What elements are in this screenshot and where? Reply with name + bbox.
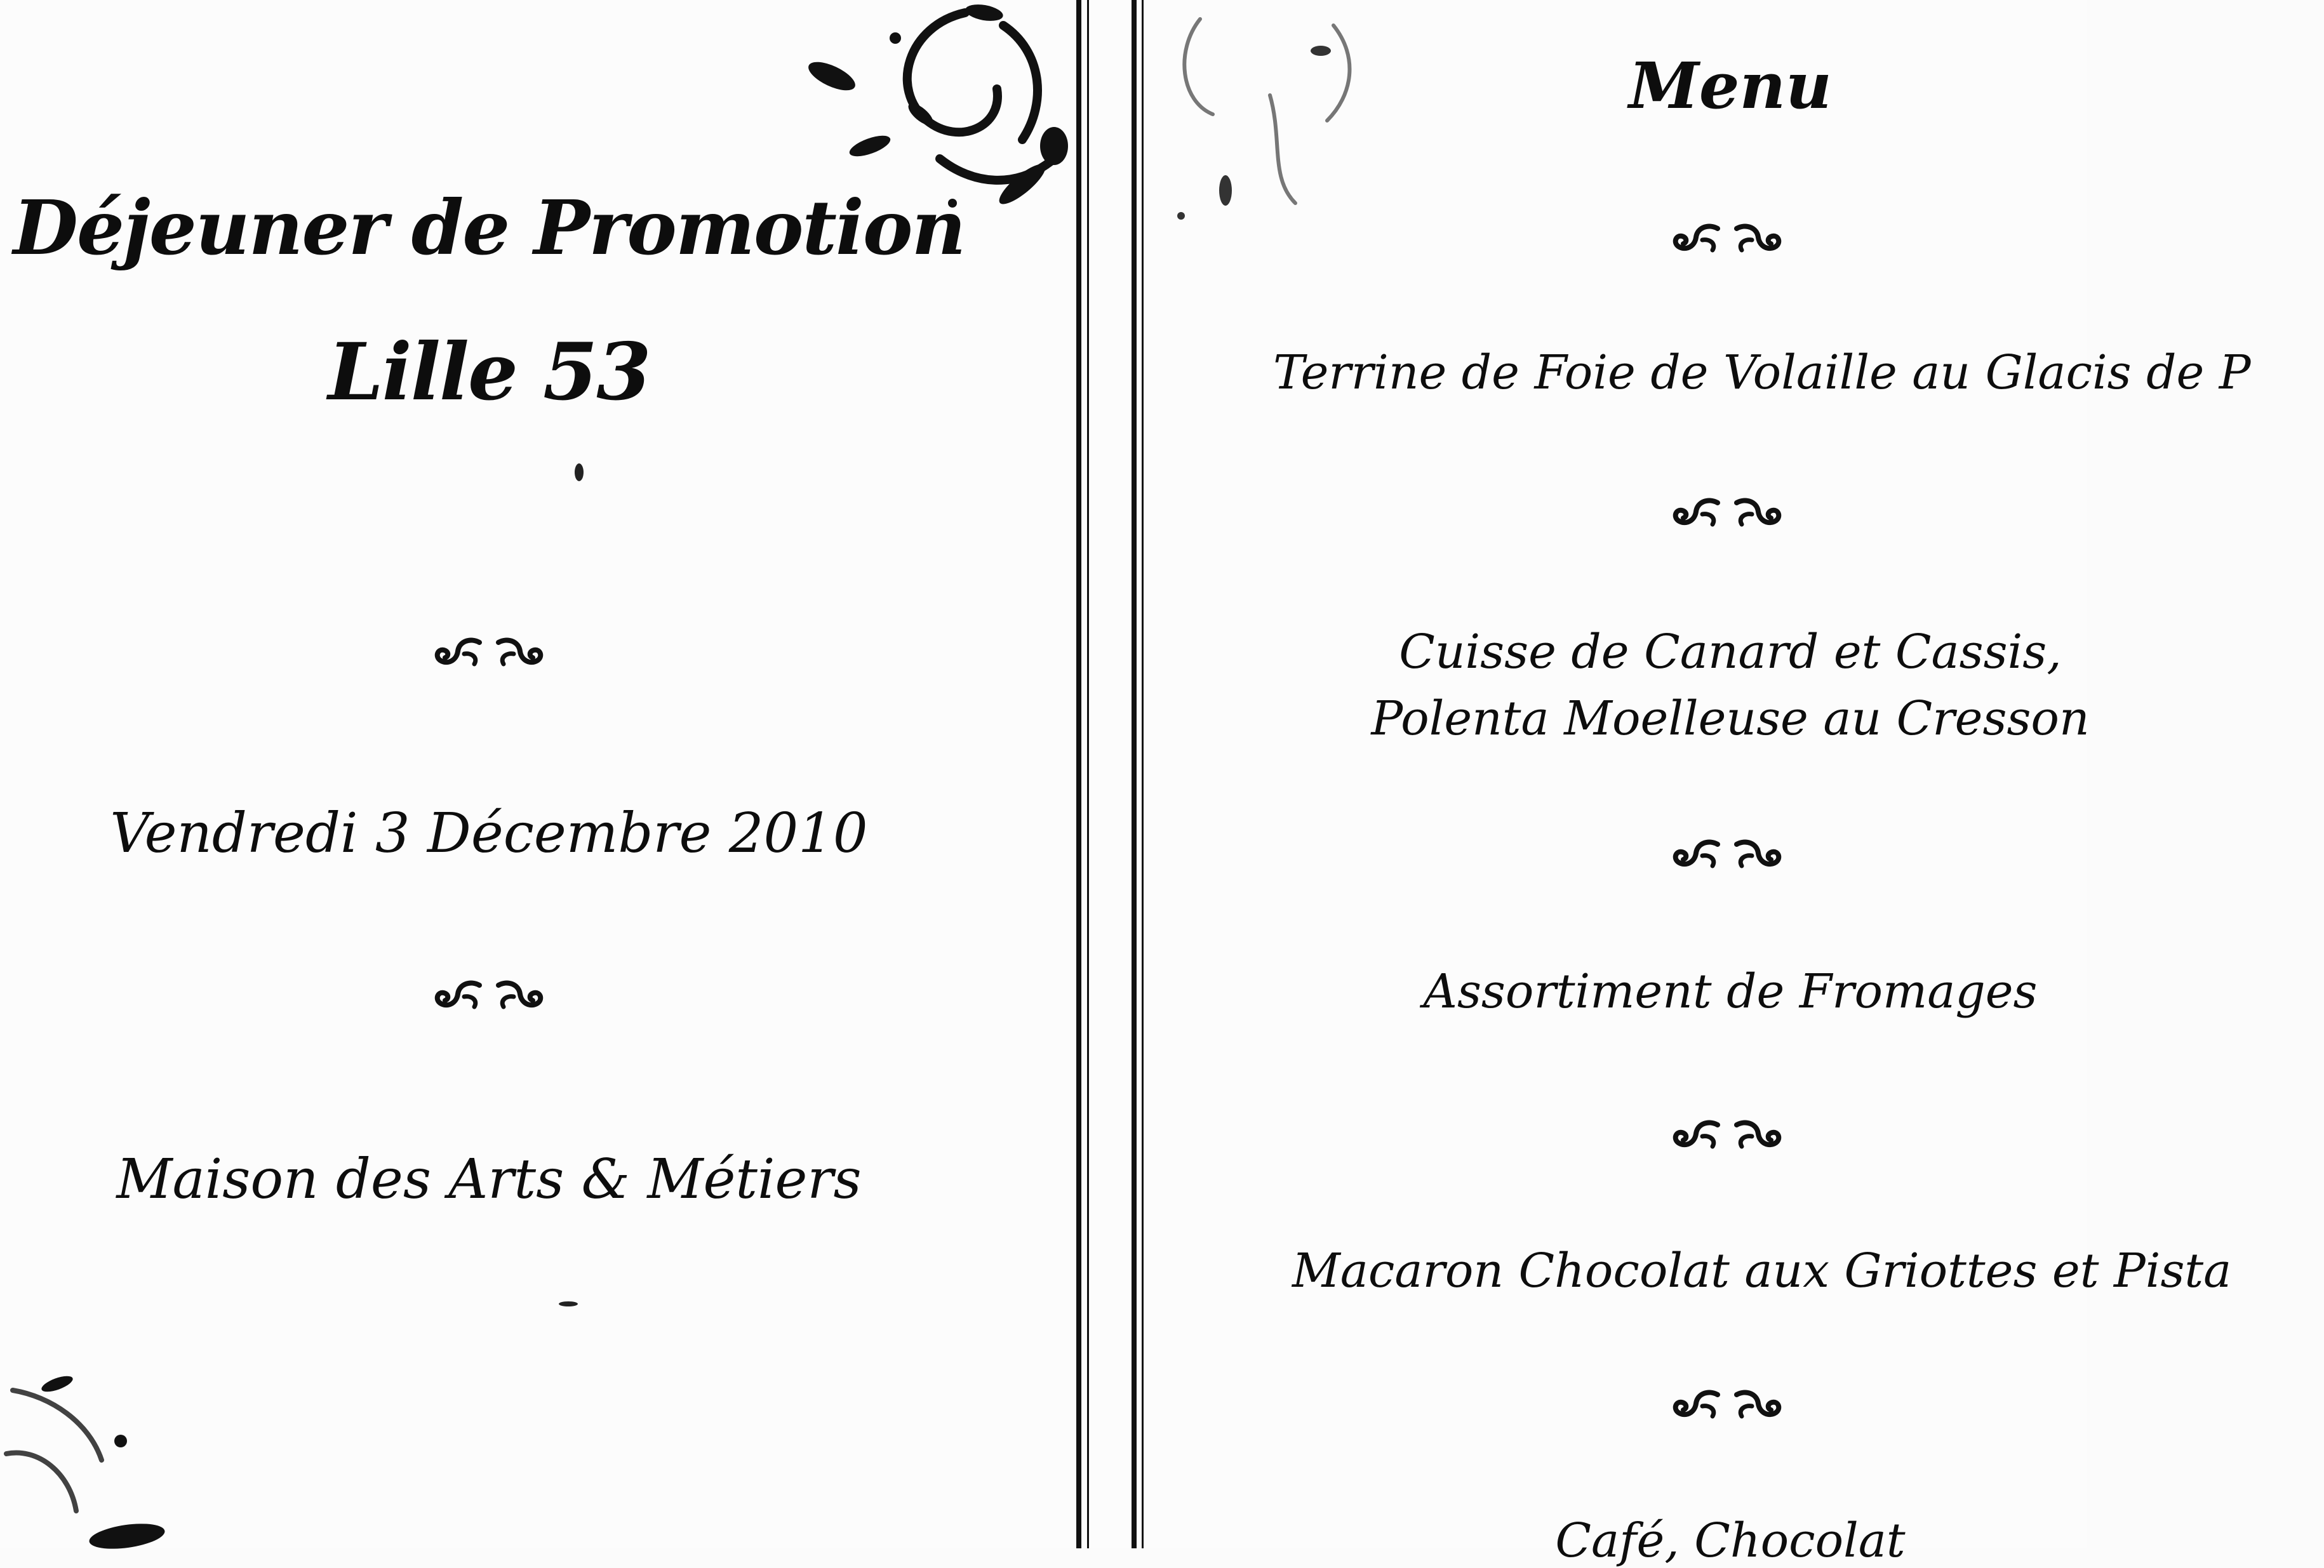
fold-line-inner: [1087, 0, 1089, 1548]
ornament-divider: [1137, 837, 2318, 872]
fleuron-left-icon: [1671, 221, 1724, 256]
fleuron-right-icon: [492, 978, 545, 1013]
fleuron-left-icon: [1671, 1387, 1724, 1423]
fleuron-left-icon: [432, 635, 486, 670]
fleuron-right-icon: [1730, 221, 1784, 256]
menu-course-dessert: Macaron Chocolat aux Griottes et Pista: [1292, 1244, 2232, 1298]
ornament-divider: [1137, 221, 2318, 256]
fold-line: [1132, 0, 1137, 1548]
fleuron-left-icon: [432, 978, 486, 1013]
menu-course-cheese: Assortiment de Fromages: [1423, 964, 2038, 1019]
fleuron-left-icon: [1671, 495, 1724, 531]
fleuron-left-icon: [1671, 837, 1724, 872]
ink-speck: [575, 463, 584, 481]
menu-course-starter: Terrine de Foie de Volaille au Glacis de P: [1273, 345, 2251, 400]
ornament-divider: [1137, 1117, 2318, 1153]
ornament-divider: [1137, 495, 2318, 531]
menu-course-coffee: Café, Chocolat: [1555, 1513, 1906, 1568]
fleuron-left-icon: [1671, 1117, 1724, 1153]
fleuron-right-icon: [1730, 1117, 1784, 1153]
event-subtitle: Lille 53: [328, 326, 650, 418]
fleuron-right-icon: [1730, 1387, 1784, 1423]
ornament-divider: [1137, 1387, 2318, 1423]
fleuron-right-icon: [1730, 837, 1784, 872]
menu-heading: Menu: [1629, 48, 1832, 123]
event-title: Déjeuner de Promotion: [13, 183, 965, 272]
menu-course-main-line2: Polenta Moelleuse au Cresson: [1371, 691, 2090, 746]
fleuron-right-icon: [492, 635, 545, 670]
fleuron-right-icon: [1730, 495, 1784, 531]
event-date: Vendredi 3 Décembre 2010: [110, 802, 868, 865]
menu-course-main-line1: Cuisse de Canard et Cassis,: [1399, 625, 2062, 679]
ornament-divider: [0, 978, 978, 1013]
ink-speck: [559, 1301, 578, 1306]
bottom-flourish-icon: [0, 1352, 190, 1548]
event-venue: Maison des Arts & Métiers: [116, 1148, 862, 1211]
fold-line: [1076, 0, 1081, 1548]
ornament-divider: [0, 635, 978, 670]
faint-flourish-icon: [1143, 0, 1397, 241]
